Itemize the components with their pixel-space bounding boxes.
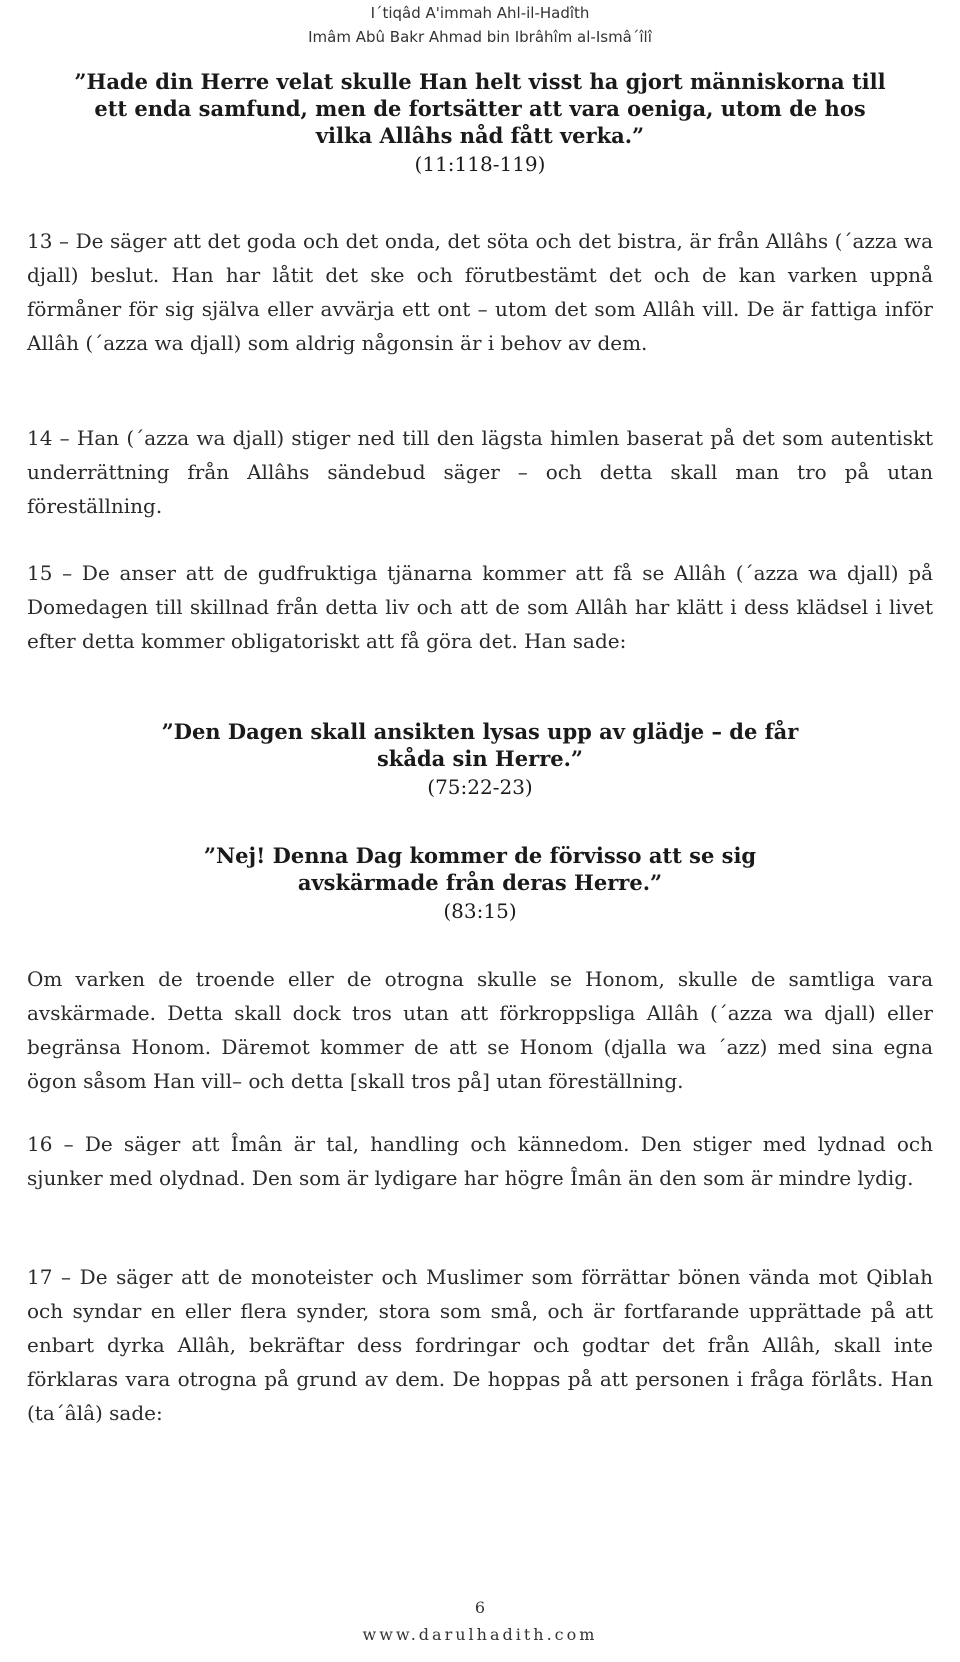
paragraph-14: 14 – Han (´azza wa djall) stiger ned till den lägsta himlen baserat på det som autentiskt underrättning från Allâhs sändebud säger – och detta skall man tro på utan föreställning.	[27, 426, 933, 518]
quote-block-2	[27, 718, 933, 802]
quote-text: ”Nej! Denna Dag kommer de förvisso att se sig avskärmade från deras Herre.”	[203, 843, 757, 895]
header-author: Imâm Abû Bakr Ahmad bin Ibrâhîm al-Ismâ´îlî	[308, 28, 652, 46]
footer-url: www.darulhadith.com	[362, 1625, 598, 1644]
quote-reference: (11:118-119)	[414, 152, 546, 176]
quote-block-3	[27, 842, 933, 926]
quote-text: ”Hade din Herre velat skulle Han helt visst ha gjort människorna till ett enda samfund, men de fortsätter att vara oeniga, utom de hos vilka Allâhs nåd fått verka.”	[74, 69, 886, 148]
page-header	[0, 0, 960, 50]
paragraph-16: 16 – De säger att Îmân är tal, handling och kännedom. Den stiger med lydnad och sjunker med olydnad. Den som är lydigare har högre Îmân än den som är mindre lydig.	[27, 1132, 933, 1190]
paragraph-17: 17 – De säger att de monoteister och Muslimer som förrättar bönen vända mot Qiblah och syndar en eller flera synder, stora som små, och är fortfarande upprättade på att enbart dyrka Allâh, bekräftar dess fordringar och godtar det från Allâh, skall inte förklaras vara otrogna på grund av dem. De hoppas på att personen i fråga förlåts. Han (ta´âlâ) sade:	[27, 1265, 933, 1425]
quote-reference: (83:15)	[443, 899, 517, 923]
paragraph-avskarmade: Om varken de troende eller de otrogna skulle se Honom, skulle de samtliga vara avskärmade. Detta skall dock tros utan att förkroppsliga Allâh (´azza wa djall) eller begränsa Honom. Däremot kommer de att se Honom (djalla wa ´azz) med sina egna ögon såsom Han vill– och detta [skall tros på] utan föreställning.	[27, 967, 933, 1093]
header-title: I´tiqâd A'immah Ahl-il-Hadîth	[370, 4, 590, 22]
quote-text: ”Den Dagen skall ansikten lysas upp av glädje – de får skåda sin Herre.”	[161, 719, 799, 771]
paragraph-13: 13 – De säger att det goda och det onda, det söta och det bistra, är från Allâhs (´azza wa djall) beslut. Han har låtit det ske och förutbestämt det och de kan varken uppnå förmåner för sig själva eller avvärja ett ont – utom det som Allâh vill. De är fattiga inför Allâh (´azza wa djall) som aldrig någonsin är i behov av dem.	[27, 229, 933, 355]
quote-reference: (75:22-23)	[427, 775, 533, 799]
paragraph-15: 15 – De anser att de gudfruktiga tjänarna kommer att få se Allâh (´azza wa djall) på Domedagen till skillnad från detta liv och att de som Allâh har klätt i dess klädsel i livet efter detta kommer obligatoriskt att få göra det. Han sade:	[27, 561, 933, 653]
page-number: 6	[474, 1598, 486, 1617]
quote-block-1	[27, 68, 933, 179]
